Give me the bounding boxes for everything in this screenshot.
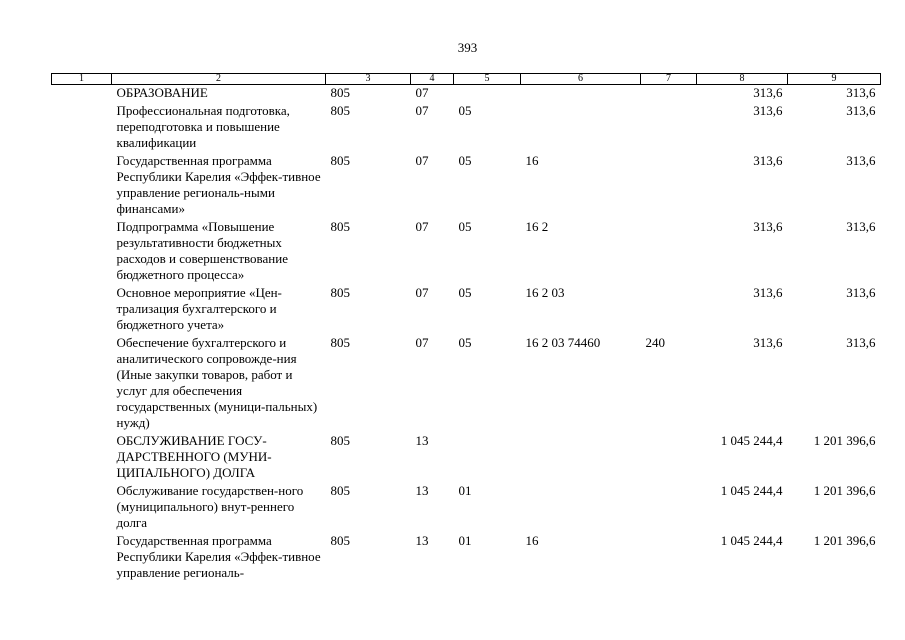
ministry-code: 805 <box>330 335 350 350</box>
subsection-code: 05 <box>458 285 472 300</box>
item-name: Обеспечение бухгалтерского и аналитического сопровожде-ния (Иные закупки товаров, работ и услуг для обеспечения государственных (муници-пальных) нужд) <box>116 335 318 430</box>
amount-col9: 1 201 396,6 <box>813 483 876 498</box>
section-code: 07 <box>415 335 429 350</box>
amount-col8: 313,6 <box>753 153 783 168</box>
col1-cell <box>52 335 112 433</box>
target-article-code: 16 2 03 <box>525 285 565 300</box>
col1-cell <box>52 219 112 285</box>
table-row <box>52 219 881 285</box>
page-number: 393 <box>457 40 478 55</box>
col1-cell <box>52 285 112 335</box>
item-name: Обслуживание государствен-ного (муниципального) внут-реннего долга <box>116 483 304 530</box>
amount-col9: 1 201 396,6 <box>813 433 876 448</box>
subsection-code <box>454 85 521 104</box>
ministry-code: 805 <box>330 433 350 448</box>
col1-cell <box>52 433 112 483</box>
column-number: 6 <box>521 74 641 85</box>
subsection-code: 01 <box>458 483 472 498</box>
amount-col8: 313,6 <box>753 219 783 234</box>
table-row <box>52 433 881 483</box>
target-article-code: 16 2 <box>525 219 549 234</box>
table-row <box>52 533 881 583</box>
target-article-code <box>521 433 641 483</box>
subsection-code: 01 <box>458 533 472 548</box>
amount-col9: 313,6 <box>846 285 876 300</box>
amount-col9: 313,6 <box>846 85 876 100</box>
expense-type-code <box>641 85 697 104</box>
amount-col8: 313,6 <box>753 285 783 300</box>
table-row <box>52 103 881 153</box>
column-number-header-row <box>52 74 881 85</box>
column-number: 4 <box>411 74 454 85</box>
subsection-code: 05 <box>458 219 472 234</box>
ministry-code: 805 <box>330 285 350 300</box>
section-code: 07 <box>415 85 429 100</box>
amount-col9: 1 201 396,6 <box>813 533 876 548</box>
item-name: ОБСЛУЖИВАНИЕ ГОСУ-ДАРСТВЕННОГО (МУНИ-ЦИПАЛЬНОГО) ДОЛГА <box>116 433 272 480</box>
table-row <box>52 85 881 104</box>
column-number: 5 <box>454 74 521 85</box>
budget-table <box>51 73 881 583</box>
col1-cell <box>52 85 112 104</box>
col1-cell <box>52 483 112 533</box>
amount-col8: 1 045 244,4 <box>720 533 783 548</box>
expense-type-code <box>641 219 697 285</box>
expense-type-code <box>641 285 697 335</box>
section-code: 13 <box>415 483 429 498</box>
item-name: Основное мероприятие «Цен-трализация бухгалтерского и бюджетного учета» <box>116 285 282 332</box>
section-code: 13 <box>415 433 429 448</box>
target-article-code <box>521 103 641 153</box>
section-code: 07 <box>415 103 429 118</box>
target-article-code <box>521 85 641 104</box>
expense-type-code <box>641 153 697 219</box>
expense-type-code <box>641 103 697 153</box>
section-code: 13 <box>415 533 429 548</box>
expense-type-code: 240 <box>645 335 665 350</box>
amount-col9: 313,6 <box>846 153 876 168</box>
item-name: ОБРАЗОВАНИЕ <box>116 85 208 100</box>
amount-col8: 313,6 <box>753 85 783 100</box>
ministry-code: 805 <box>330 533 350 548</box>
section-code: 07 <box>415 153 429 168</box>
section-code: 07 <box>415 219 429 234</box>
expense-type-code <box>641 533 697 583</box>
ministry-code: 805 <box>330 219 350 234</box>
ministry-code: 805 <box>330 153 350 168</box>
table-row <box>52 335 881 433</box>
item-name: Государственная программа Республики Карелия «Эффек-тивное управление региональ- <box>116 533 321 580</box>
col1-cell <box>52 153 112 219</box>
column-number: 2 <box>112 74 326 85</box>
ministry-code: 805 <box>330 103 350 118</box>
ministry-code: 805 <box>330 483 350 498</box>
amount-col9: 313,6 <box>846 219 876 234</box>
col1-cell <box>52 103 112 153</box>
section-code: 07 <box>415 285 429 300</box>
expense-type-code <box>641 483 697 533</box>
item-name: Подпрограмма «Повышение результативности бюджетных расходов и совершенствование бюджетного процесса» <box>116 219 288 282</box>
column-number: 3 <box>326 74 411 85</box>
column-number: 9 <box>788 74 881 85</box>
amount-col8: 1 045 244,4 <box>720 433 783 448</box>
amount-col9: 313,6 <box>846 335 876 350</box>
subsection-code: 05 <box>458 153 472 168</box>
target-article-code <box>521 483 641 533</box>
col1-cell <box>52 533 112 583</box>
subsection-code <box>454 433 521 483</box>
amount-col8: 313,6 <box>753 335 783 350</box>
item-name: Профессиональная подготовка, переподготовка и повышение квалификации <box>116 103 290 150</box>
amount-col8: 313,6 <box>753 103 783 118</box>
target-article-code: 16 <box>525 153 539 168</box>
ministry-code: 805 <box>330 85 350 100</box>
table-row <box>52 285 881 335</box>
table-row <box>52 483 881 533</box>
target-article-code: 16 2 03 74460 <box>525 335 601 350</box>
table-row <box>52 153 881 219</box>
column-number: 1 <box>52 74 112 85</box>
amount-col9: 313,6 <box>846 103 876 118</box>
column-number: 8 <box>697 74 788 85</box>
target-article-code: 16 <box>525 533 539 548</box>
expense-type-code <box>641 433 697 483</box>
column-number: 7 <box>641 74 697 85</box>
amount-col8: 1 045 244,4 <box>720 483 783 498</box>
subsection-code: 05 <box>458 335 472 350</box>
subsection-code: 05 <box>458 103 472 118</box>
item-name: Государственная программа Республики Карелия «Эффек-тивное управление региональ-ными финансами» <box>116 153 321 216</box>
